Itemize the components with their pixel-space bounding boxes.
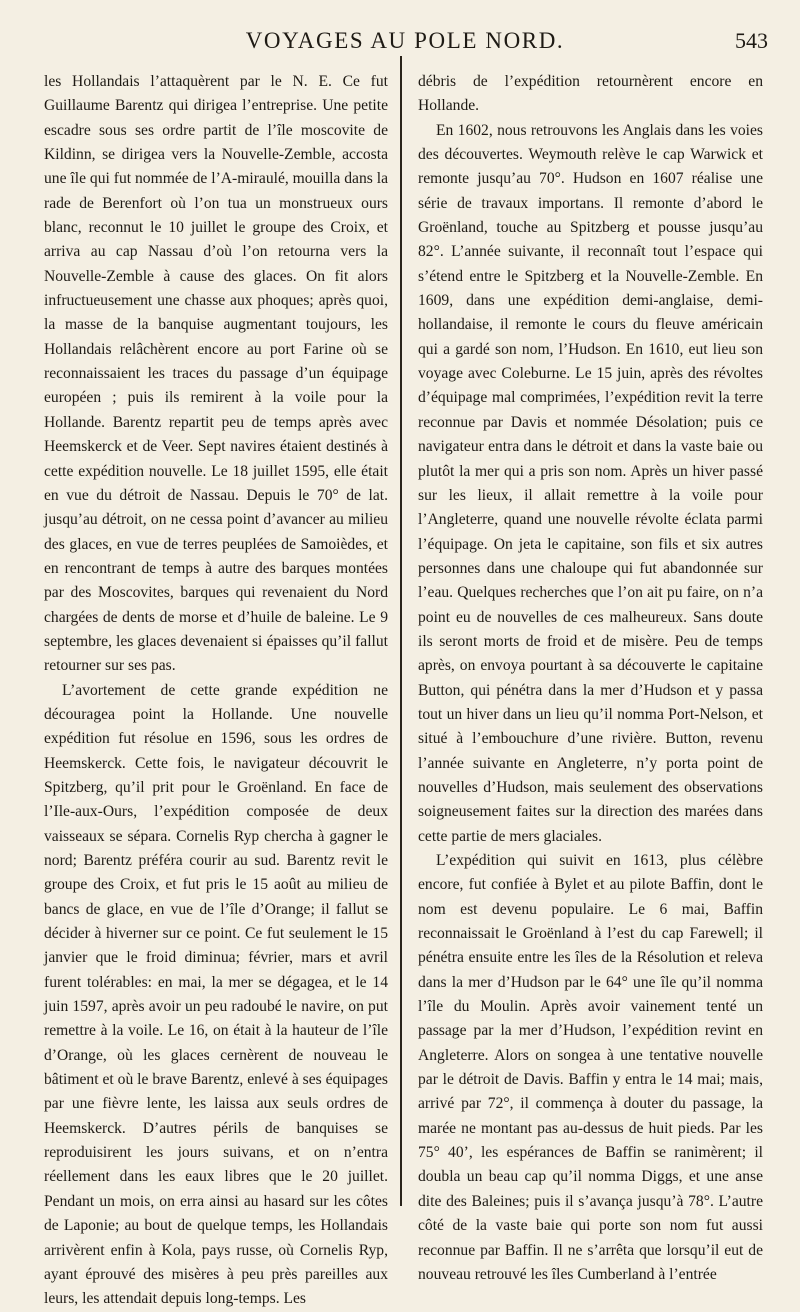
right-column: [418, 70, 763, 1287]
page-number: 543: [735, 28, 768, 53]
paragraph: L’expédition qui suivit en 1613, plus célèbre encore, fut confiée à Bylet et au pilote Baffin, dont le nom est devenu populaire. Le 6 mai, Baffin reconnaissait le Groënland à l’est du cap Farewell; il pénétra ensuite entre les îles de la Résolution et releva dans la mer d’Hudson par le 64° une île qu’il nomma l’île du Moulin. Après avoir vainement tenté un passage par la mer d’Hudson, l’expédition revint en Angleterre. Alors on songea à une tentative nouvelle par le détroit de Davis. Baffin y entra le 14 mai; mais, arrivé par 72°, il commença à douter du passage, la marée ne montant pas au-dessus de huit pieds. Par les 75° 40’, les espérances de Baffin se ranimèrent; il doubla un beau cap qu’il nomma Diggs, et une anse dite des Baleines; puis il s’avança jusqu’à 78°. L’autre côté de la vaste baie qui porte son nom fut aussi reconnue par Baffin. Il ne s’arrêta que lorsqu’il eut de nouveau retrouvé les îles Cumberland à l’entrée: [418, 852, 763, 1283]
paragraph: débris de l’expédition retournèrent encore en Hollande.: [418, 73, 763, 115]
paragraph: En 1602, nous retrouvons les Anglais dans les voies des découvertes. Weymouth relève le cap Warwick et remonte jusqu’au 70°. Hudson en 1607 réalise une série de travaux importans. Il remonte d’abord le Groënland, touche au Spitzberg et pousse jusqu’au 82°. L’année suivante, il reconnaît tout l’espace qui s’étend entre le Spitzberg et la Nouvelle-Zemble. En 1609, dans une expédition demi-anglaise, demi-hollandaise, il remonte le cours du fleuve américain qui a gardé son nom, l’Hudson. En 1610, eut lieu son voyage avec Coleburne. Le 15 juin, après des révoltes d’équipage mal comprimées, l’expédition revit la terre reconnue par Davis et nommée Désolation; puis ce navigateur entra dans le détroit et dans la vaste baie ou plutôt la mer qui a pris son nom. Après un hiver passé sur les lieux, il allait remettre à la voile pour l’Angleterre, quand une nouvelle révolte éclata parmi l’équipage. On jeta le capitaine, son fils et six autres personnes dans une chaloupe qui fut abandonnée sur l’eau. Quelques recherches que l’on ait pu faire, on n’a point eu de nouvelles de ces malheureux. Sans doute ils seront morts de froid et de misère. Peu de temps après, on envoya pourtant à sa découverte le capitaine Button, qui pénétra dans la mer d’Hudson et y passa tout un hiver dans un lieu qu’il nomma Port-Nelson, et situé à l’embouchure d’une rivière. Button, revenu l’année suivante en Angleterre, n’y porta point de nouvelles d’Hudson, mais seulement des observations soigneusement faites sur la direction des marées dans cette partie de mers glaciales.: [418, 121, 763, 845]
running-header: [42, 28, 768, 62]
left-column: [44, 70, 388, 1312]
paragraph: L’avortement de cette grande expédition ne découragea point la Hollande. Une nouvelle expédition fut résolue en 1596, sous les ordres de Heemskerck. Cette fois, le navigateur découvrit le Spitzberg, qu’il prit pour le Groënland. En face de l’Ile-aux-Ours, l’expédition composée de deux vaisseaux se sépara. Cornelis Ryp chercha à gagner le nord; Barentz préféra courir au sud. Barentz revit le groupe des Croix, et fut pris le 15 août au milieu de bancs de glace, en vue de l’île d’Orange; il fallut se décider à hiverner sur ce point. Ce fut seulement le 15 janvier que le froid diminua; février, mars et avril furent tolérables: en mai, la mer se dégagea, et le 14 juin 1597, après avoir un peu radoubé le navire, on put remettre à la voile. Le 16, on était à la hauteur de l’île d’Orange, où les glaces cernèrent de nouveau le bâtiment et où le brave Barentz, enlevé à ses équipages par une fièvre lente, les laissa aux seuls ordres de Heemskerck. D’autres périls de banquises se reproduisirent les jours suivans, et on n’entra réellement dans les eaux libres que le 20 juillet. Pendant un mois, on erra ainsi au hasard sur les côtes de Laponie; au bout de quelque temps, les Hollandais arrivèrent enfin à Kola, pays russe, où Cornelis Ryp, ayant éprouvé des misères à peu près pareilles aux leurs, les attendait depuis long-temps. Les: [44, 681, 388, 1308]
paragraph: les Hollandais l’attaquèrent par le N. E. Ce fut Guillaume Barentz qui dirigea l’entreprise. Une petite escadre sous ses ordre partit de l’île moscovite de Kildinn, se dirigea vers la Nouvelle-Zemble, accosta une île qui fut nommée de l’A-miraulé, mouilla dans la rade de Berenfort où l’on tua un monstrueux ours blanc, reconnut le 10 juillet le groupe des Croix, et arriva au cap Nassau d’où l’on retourna vers la Nouvelle-Zemble à cause des glaces. On fit alors infructueusement une chasse aux phoques; après quoi, la masse de la banquise augmentant toujours, les Hollandais relâchèrent encore au port Farine où se reconnaissaient les traces du passage d’un équipage européen ; puis ils remirent à la voile pour la Hollande. Barentz repartit peu de temps après avec Heemskerck et de Veer. Sept navires étaient destinés à cette expédition nouvelle. Le 18 juillet 1595, elle était en vue du détroit de Nassau. Depuis le 70° de lat. jusqu’au détroit, on ne cessa point d’avancer au milieu des glaces, en vue de terres peuplées de Samoièdes, et en rencontrant de temps à autre des barques montées par des Moscovites, barques qui revenaient du Nord chargées de dents de morse et d’huile de baleine. Le 9 septembre, les glaces devenaient si épaisses qu’il fallut retourner sur ses pas.: [44, 73, 388, 675]
column-divider: [400, 56, 402, 1206]
running-title: VOYAGES AU POLE NORD.: [245, 28, 565, 53]
